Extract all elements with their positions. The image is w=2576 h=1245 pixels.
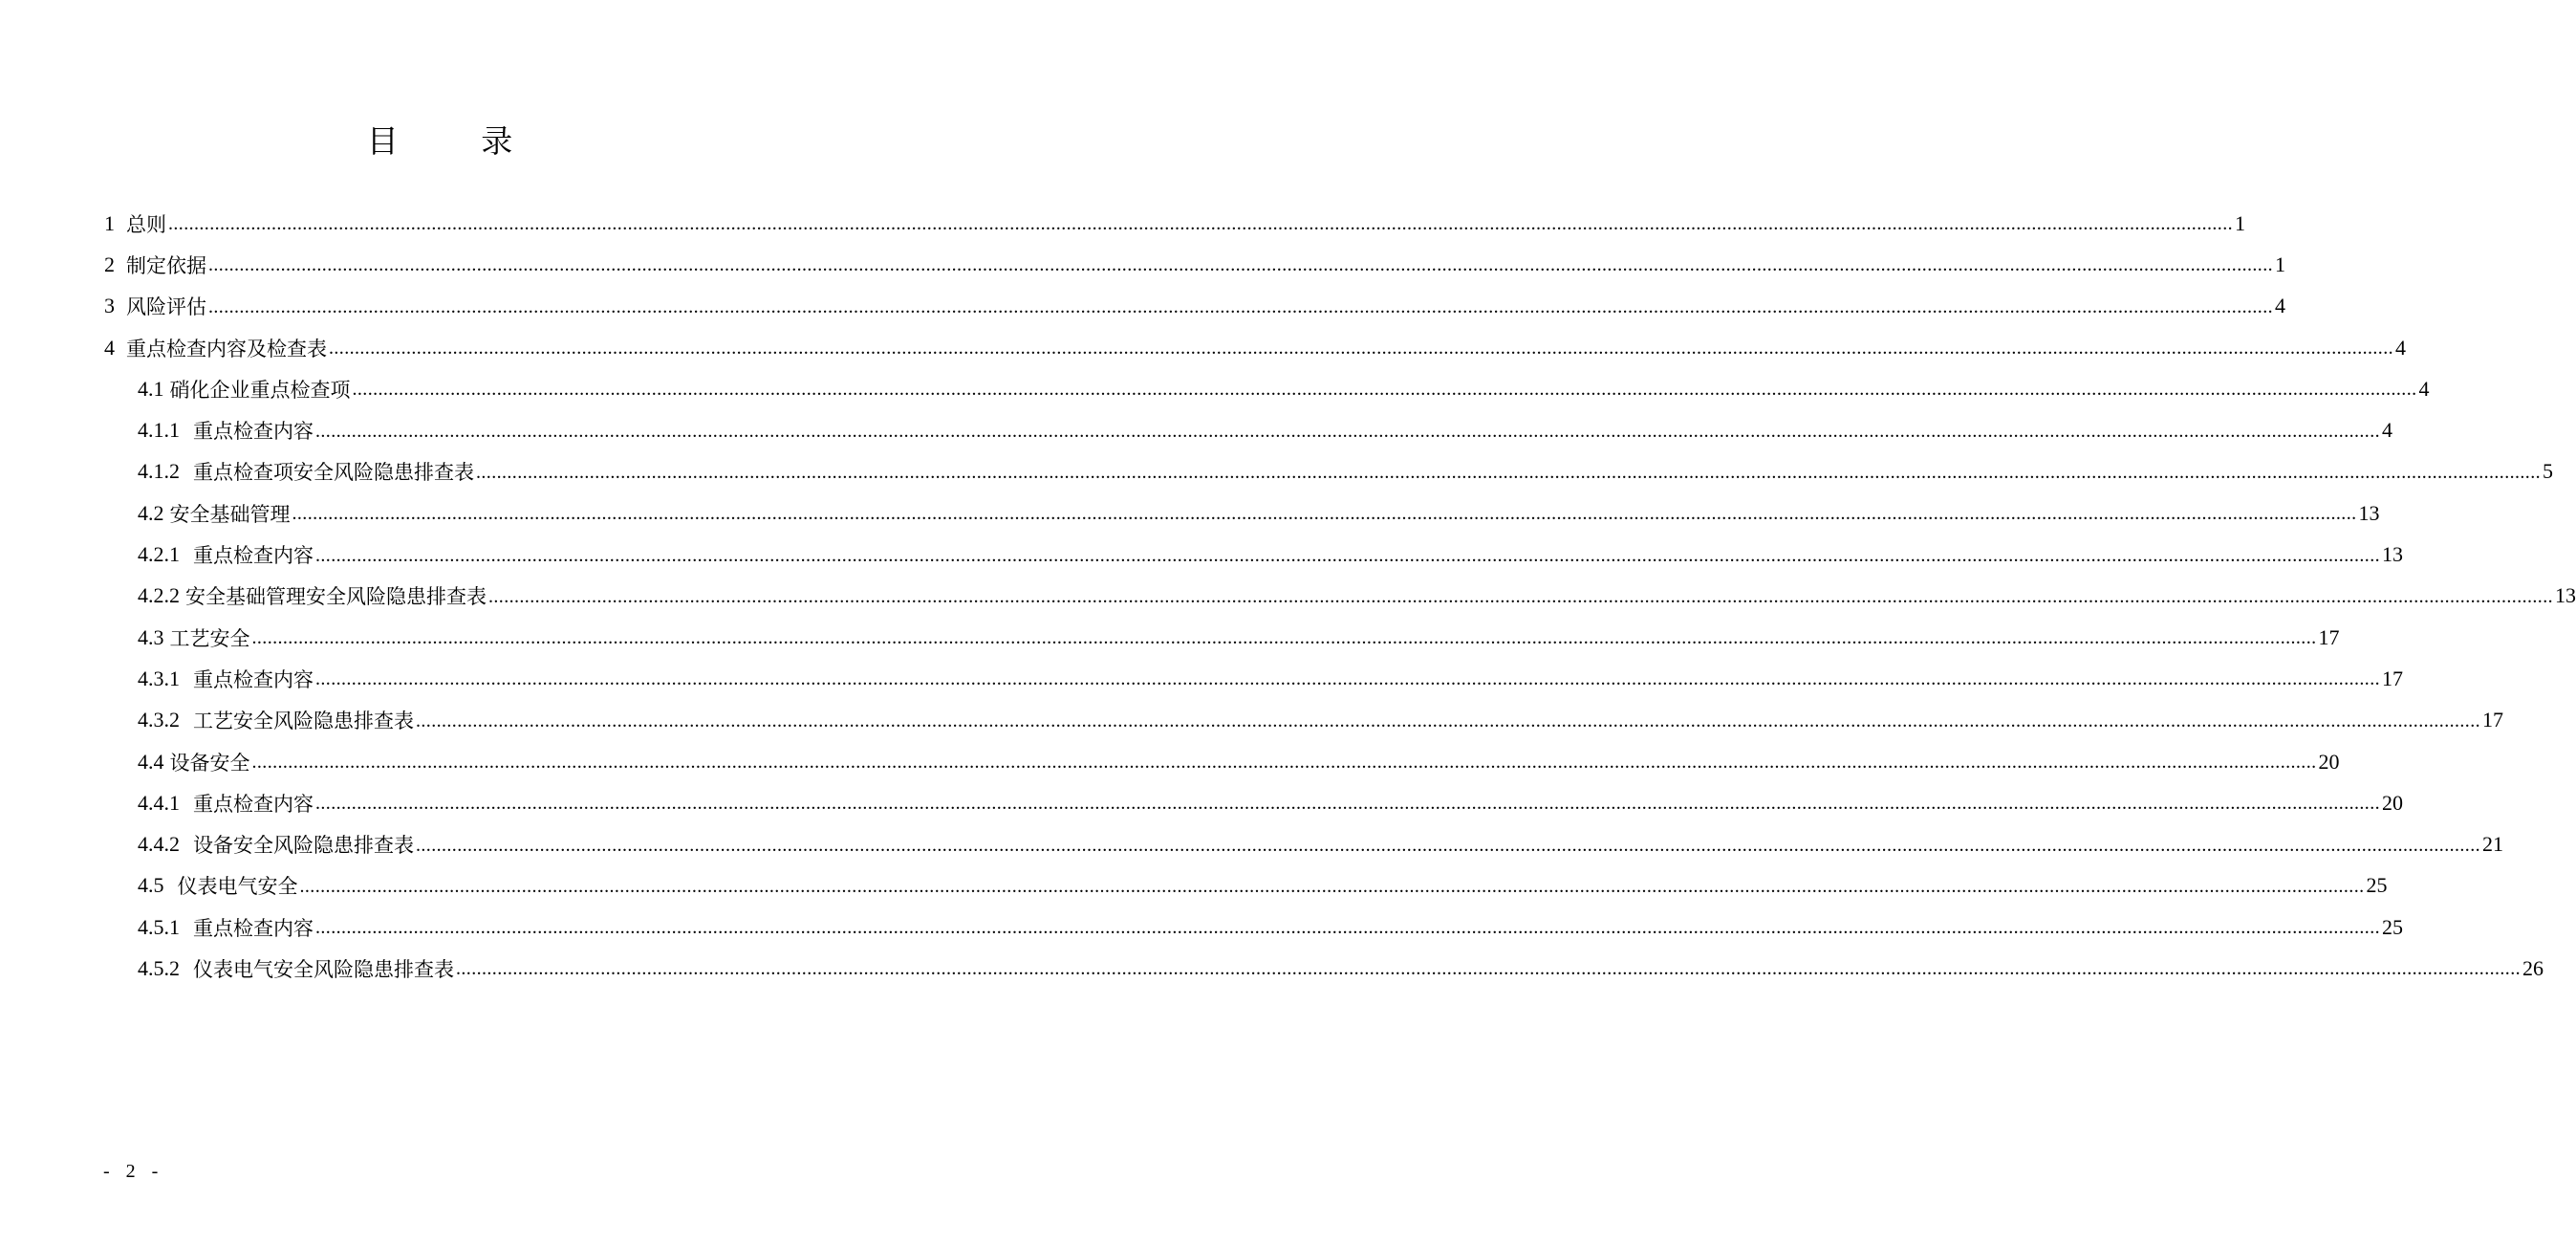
toc-entry-label: 设备安全风险隐患排查表 [193, 834, 414, 858]
toc-entry[interactable] [0, 451, 2553, 492]
toc-entry-number: 4.3 [138, 624, 164, 649]
toc-dot-leader: ................................................................................................................................................................................................................................................................................................................................................................................................................ [168, 213, 2233, 235]
toc-dot-leader: ................................................................................................................................................................................................................................................................................................................................................................................................................ [315, 793, 2380, 815]
toc-entry-page: 1 [2235, 210, 2245, 235]
toc-dot-leader: ................................................................................................................................................................................................................................................................................................................................................................................................................ [329, 338, 2393, 360]
toc-entry-label: 工艺安全风险隐患排查表 [193, 710, 414, 733]
page-number-footer: - 2 - [103, 1161, 164, 1182]
toc-entry-label: 工艺安全 [169, 626, 250, 650]
toc-entry-label: 重点检查项安全风险隐患排查表 [193, 461, 474, 485]
toc-dot-leader: ................................................................................................................................................................................................................................................................................................................................................................................................................ [251, 627, 2317, 649]
toc-entry[interactable] [0, 700, 2503, 741]
toc-entry[interactable] [0, 741, 2340, 782]
toc-entry[interactable] [0, 203, 2245, 244]
toc-entry-label: 制定依据 [126, 253, 206, 277]
toc-entry-page: 5 [2543, 459, 2553, 484]
toc-entry[interactable] [0, 327, 2406, 368]
toc-entry-label: 总则 [126, 212, 166, 236]
toc-entry-label: 重点检查内容 [193, 420, 314, 444]
toc-entry-page: 4 [2395, 335, 2406, 360]
toc-entry-page: 17 [2482, 708, 2503, 732]
toc-entry-number: 4.1.1 [138, 418, 180, 443]
toc-entry[interactable] [0, 658, 2403, 699]
toc-entry[interactable] [0, 409, 2392, 450]
toc-entry-page: 13 [2555, 583, 2576, 608]
toc-entry-label: 重点检查内容 [193, 544, 314, 568]
table-of-contents [0, 203, 2576, 990]
toc-entry-page: 1 [2275, 251, 2285, 276]
toc-entry-label: 重点检查内容 [193, 916, 314, 940]
toc-dot-leader: ................................................................................................................................................................................................................................................................................................................................................................................................................ [208, 295, 2273, 317]
toc-entry[interactable] [0, 865, 2388, 906]
toc-dot-leader: ................................................................................................................................................................................................................................................................................................................................................................................................................ [315, 420, 2380, 442]
toc-dot-leader: ................................................................................................................................................................................................................................................................................................................................................................................................................ [456, 958, 2521, 980]
page-title: 目 录 [366, 122, 550, 160]
toc-dot-leader: ................................................................................................................................................................................................................................................................................................................................................................................................................ [315, 917, 2380, 939]
toc-entry[interactable] [0, 948, 2544, 989]
toc-entry-page: 17 [2318, 624, 2340, 649]
toc-entry[interactable] [0, 823, 2503, 864]
toc-entry-number: 2 [104, 251, 115, 276]
toc-entry-page: 25 [2366, 873, 2388, 898]
toc-entry-label: 重点检查内容 [193, 667, 314, 691]
toc-entry-number: 4.3.1 [138, 666, 180, 690]
toc-entry-page: 26 [2522, 955, 2544, 980]
toc-entry-number: 4.4.2 [138, 832, 180, 857]
toc-entry-number: 4.4.1 [138, 790, 180, 815]
toc-entry[interactable] [0, 782, 2403, 823]
toc-entry-label: 风险评估 [126, 295, 206, 319]
toc-entry-number: 4.4 [138, 749, 164, 774]
toc-entry[interactable] [0, 286, 2285, 327]
toc-entry-page: 4 [2275, 294, 2285, 318]
toc-dot-leader: ................................................................................................................................................................................................................................................................................................................................................................................................................ [315, 668, 2380, 690]
toc-entry[interactable] [0, 368, 2430, 409]
toc-entry-number: 4.5 [138, 873, 164, 898]
toc-entry-number: 4.2.1 [138, 542, 180, 567]
toc-entry-label: 安全基础管理安全风险隐患排查表 [185, 585, 487, 609]
toc-entry-page: 20 [2382, 790, 2403, 815]
toc-entry-page: 13 [2358, 500, 2380, 525]
toc-entry-label: 仪表电气安全风险隐患排查表 [193, 957, 454, 981]
toc-entry-number: 4.2 [138, 500, 164, 525]
toc-entry-number: 4.2.2 [138, 583, 180, 608]
toc-entry-number: 4 [104, 335, 115, 360]
toc-entry[interactable] [0, 492, 2380, 534]
toc-entry-label: 设备安全 [169, 751, 250, 775]
toc-entry-page: 25 [2382, 914, 2403, 939]
toc-dot-leader: ................................................................................................................................................................................................................................................................................................................................................................................................................ [299, 875, 2365, 897]
toc-entry[interactable] [0, 576, 2576, 617]
toc-entry-number: 3 [104, 294, 115, 318]
toc-dot-leader: ................................................................................................................................................................................................................................................................................................................................................................................................................ [251, 752, 2317, 773]
toc-entry-number: 4.1.2 [138, 459, 180, 484]
toc-entry-page: 17 [2382, 666, 2403, 690]
toc-dot-leader: ................................................................................................................................................................................................................................................................................................................................................................................................................ [208, 254, 2273, 276]
toc-entry-label: 仪表电气安全 [177, 875, 298, 899]
toc-entry-number: 4.5.1 [138, 914, 180, 939]
toc-entry[interactable] [0, 617, 2340, 658]
toc-dot-leader: ................................................................................................................................................................................................................................................................................................................................................................................................................ [488, 585, 2553, 607]
toc-dot-leader: ................................................................................................................................................................................................................................................................................................................................................................................................................ [476, 461, 2541, 483]
toc-dot-leader: ................................................................................................................................................................................................................................................................................................................................................................................................................ [292, 503, 2357, 525]
toc-entry[interactable] [0, 906, 2403, 948]
toc-entry-page: 4 [2418, 376, 2430, 401]
toc-entry-number: 4.1 [138, 376, 164, 401]
toc-entry-page: 21 [2482, 832, 2503, 857]
toc-entry-label: 硝化企业重点检查项 [169, 378, 351, 402]
toc-entry-number: 4.5.2 [138, 955, 180, 980]
toc-dot-leader: ................................................................................................................................................................................................................................................................................................................................................................................................................ [315, 544, 2380, 566]
toc-entry-page: 4 [2382, 418, 2392, 443]
toc-entry-number: 1 [104, 210, 115, 235]
toc-dot-leader: ................................................................................................................................................................................................................................................................................................................................................................................................................ [352, 379, 2417, 401]
toc-entry-label: 重点检查内容 [193, 792, 314, 816]
toc-dot-leader: ................................................................................................................................................................................................................................................................................................................................................................................................................ [416, 834, 2480, 856]
toc-entry[interactable] [0, 244, 2285, 285]
toc-entry-page: 13 [2382, 542, 2403, 567]
toc-entry[interactable] [0, 534, 2403, 575]
toc-entry-label: 重点检查内容及检查表 [126, 337, 327, 360]
toc-dot-leader: ................................................................................................................................................................................................................................................................................................................................................................................................................ [416, 710, 2480, 732]
toc-entry-page: 20 [2318, 749, 2340, 774]
toc-entry-label: 安全基础管理 [169, 502, 291, 526]
toc-entry-number: 4.3.2 [138, 708, 180, 732]
